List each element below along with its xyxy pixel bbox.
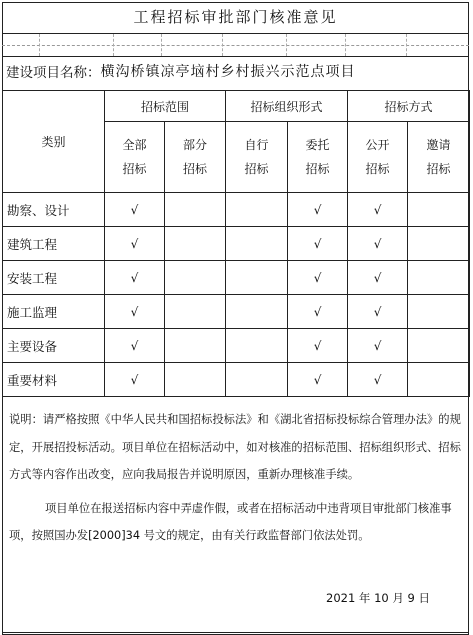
category-cell: 勘察、设计 <box>3 193 105 227</box>
table-header-row <box>3 91 470 122</box>
subheader-line: 全部 <box>122 138 147 152</box>
subheader-cell <box>408 122 470 193</box>
check-mark-cell: √ <box>288 261 348 295</box>
check-mark-cell: √ <box>105 227 165 261</box>
table-row <box>3 329 470 363</box>
category-cell: 建筑工程 <box>3 227 105 261</box>
empty-cell <box>408 295 470 329</box>
empty-cell <box>165 329 226 363</box>
subheader-line: 邀请 <box>426 138 451 152</box>
subheader-line: 招标 <box>183 162 208 176</box>
dashed-divider <box>161 34 162 56</box>
project-line <box>2 56 469 86</box>
empty-cell <box>226 227 288 261</box>
group-header-organization: 招标组织形式 <box>226 91 348 122</box>
empty-cell <box>165 261 226 295</box>
empty-cell <box>165 227 226 261</box>
check-mark-cell: √ <box>348 329 408 363</box>
check-mark-cell: √ <box>348 295 408 329</box>
check-mark-cell: √ <box>288 193 348 227</box>
group-header-scope: 招标范围 <box>105 91 226 122</box>
category-cell: 重要材料 <box>3 363 105 397</box>
empty-cell <box>165 193 226 227</box>
check-mark-cell: √ <box>348 193 408 227</box>
dashed-divider <box>39 34 40 56</box>
subheader-line: 公开 <box>365 138 390 152</box>
subheader-line: 自行 <box>244 138 269 152</box>
dashed-spacer-row <box>2 35 469 55</box>
approval-table-wrapper <box>2 90 469 397</box>
table-row <box>3 261 470 295</box>
category-cell: 施工监理 <box>3 295 105 329</box>
category-cell: 安装工程 <box>3 261 105 295</box>
table-body <box>3 193 470 397</box>
dashed-divider <box>286 34 287 56</box>
subheader-line: 招标 <box>365 162 390 176</box>
subheader-cell <box>348 122 408 193</box>
empty-cell <box>226 329 288 363</box>
empty-cell <box>226 261 288 295</box>
dashed-divider <box>222 34 223 56</box>
empty-cell <box>165 363 226 397</box>
subheader-cell <box>226 122 288 193</box>
empty-cell <box>408 261 470 295</box>
table-row <box>3 295 470 329</box>
check-mark-cell: √ <box>288 295 348 329</box>
note-paragraph-1: 说明：请严格按照《中华人民共和国招标投标法》和《湖北省招标投标综合管理办法》的规定，开展招投标活动。项目单位在招标活动中，如对核准的招标范围、招标组织形式、招标方式等内容作出改变，应向我局报告并说明原因，重新办理核准手续。 <box>9 413 461 481</box>
subheader-line: 部分 <box>183 138 208 152</box>
check-mark-cell: √ <box>105 193 165 227</box>
table-row <box>3 227 470 261</box>
table-row <box>3 193 470 227</box>
group-header-method: 招标方式 <box>348 91 470 122</box>
empty-cell <box>165 295 226 329</box>
empty-cell <box>226 295 288 329</box>
empty-cell <box>226 363 288 397</box>
empty-cell <box>226 193 288 227</box>
check-mark-cell: √ <box>288 329 348 363</box>
subheader-cell <box>105 122 165 193</box>
check-mark-cell: √ <box>105 329 165 363</box>
subheader-cell <box>288 122 348 193</box>
subheader-line: 招标 <box>305 162 330 176</box>
dashed-line <box>2 45 469 46</box>
check-mark-cell: √ <box>105 261 165 295</box>
approval-date: 2021 年 10 月 9 日 <box>326 590 430 605</box>
check-mark-cell: √ <box>348 363 408 397</box>
empty-cell <box>408 227 470 261</box>
category-header: 类别 <box>3 91 105 193</box>
note-paragraph-2: 项目单位在报送招标内容中弄虚作假，或者在招标活动中违背项目审批部门核准事项，按照国办发[2000]34 号文的规定，由有关行政监督部门依法处罚。 <box>9 501 452 542</box>
empty-cell <box>408 363 470 397</box>
check-mark-cell: √ <box>105 295 165 329</box>
subheader-line: 招标 <box>244 162 269 176</box>
table-row <box>3 363 470 397</box>
check-mark-cell: √ <box>288 227 348 261</box>
empty-cell <box>408 193 470 227</box>
project-label: 建设项目名称： <box>6 65 101 81</box>
dashed-divider <box>113 34 114 56</box>
title-divider <box>2 33 469 34</box>
note-section <box>2 398 469 635</box>
dashed-divider <box>406 34 407 56</box>
subheader-line: 委托 <box>305 138 330 152</box>
approval-table <box>2 90 470 397</box>
empty-cell <box>408 329 470 363</box>
subheader-cell <box>165 122 226 193</box>
check-mark-cell: √ <box>288 363 348 397</box>
subheader-line: 招标 <box>122 162 147 176</box>
subheader-line: 招标 <box>426 162 451 176</box>
dashed-divider <box>345 34 346 56</box>
project-name: 横沟桥镇凉亭垴村乡村振兴示范点项目 <box>100 64 356 80</box>
category-cell: 主要设备 <box>3 329 105 363</box>
check-mark-cell: √ <box>348 227 408 261</box>
check-mark-cell: √ <box>348 261 408 295</box>
document-title: 工程招标审批部门核准意见 <box>133 7 338 26</box>
check-mark-cell: √ <box>105 363 165 397</box>
